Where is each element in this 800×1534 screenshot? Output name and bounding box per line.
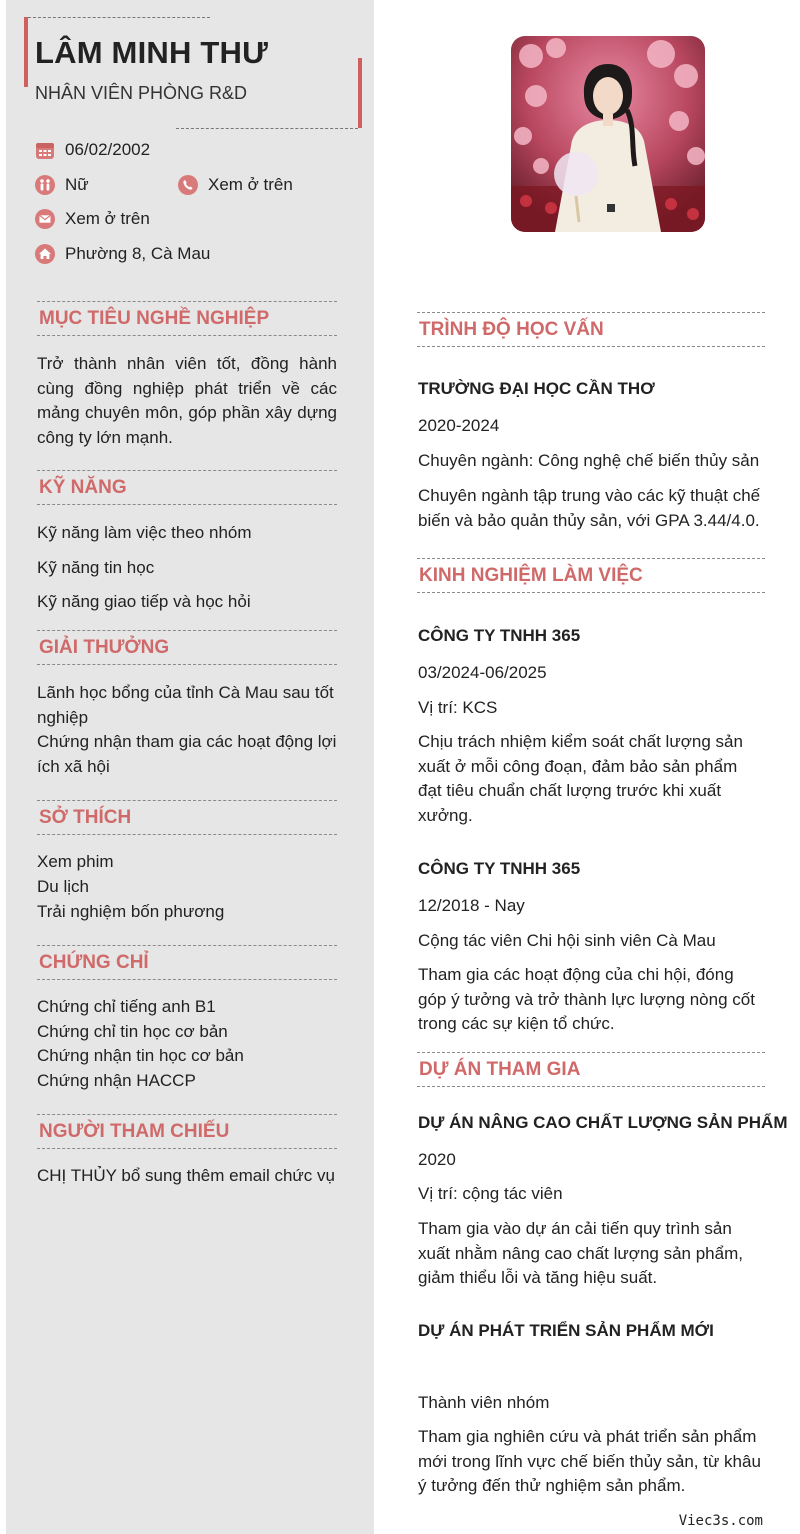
email-row: [35, 209, 150, 229]
education-period: 2020-2024: [418, 416, 500, 435]
project-year: 2020: [418, 1150, 456, 1169]
calendar-icon: [35, 140, 55, 160]
company-name: CÔNG TY TNHH 365: [418, 859, 581, 878]
awards-heading: GIẢI THƯỞNG: [37, 630, 337, 665]
job-period: 12/2018 - Nay: [418, 896, 525, 915]
education-description: Chuyên ngành tập trung vào các kỹ thuật chế biến và bảo quản thủy sản, với GPA 3.44/4.0.: [418, 486, 761, 530]
accent-bar: [24, 17, 28, 87]
address-value: Phường 8, Cà Mau: [65, 244, 211, 263]
candidate-name: LÂM MINH THƯ: [35, 35, 269, 70]
gender-icon: [35, 175, 55, 195]
email-icon: [35, 209, 55, 229]
education-heading: TRÌNH ĐỘ HỌC VẤN: [417, 312, 765, 347]
avatar: [511, 36, 705, 232]
list-item: Kỹ năng tin học: [37, 558, 155, 577]
divider: [28, 17, 210, 18]
project-role: Vị trí: cộng tác viên: [418, 1184, 563, 1203]
references-heading: NGƯỜI THAM CHIẾU: [37, 1114, 337, 1149]
list-item: Chứng nhận tin học cơ bản: [37, 1046, 244, 1065]
project-description: Tham gia nghiên cứu và phát triển sản phẩm mới trong lĩnh vực chế biến thủy sản, từ khâu ý tưởng đến thử nghiệm sản phẩm.: [418, 1427, 761, 1495]
hobbies-heading: SỞ THÍCH: [37, 800, 337, 835]
name-block: [24, 17, 362, 129]
list-item: Chứng chỉ tiếng anh B1: [37, 997, 216, 1016]
job-description: Tham gia các hoạt động của chi hội, đóng góp ý tưởng và trở thành lực lượng nòng cốt trong các sự kiện tổ chức.: [418, 965, 755, 1033]
job-period: 03/2024-06/2025: [418, 663, 547, 682]
job-position: Vị trí: KCS: [418, 698, 498, 717]
phone-value: Xem ở trên: [208, 175, 293, 194]
experience-heading: KINH NGHIỆM LÀM VIỆC: [417, 558, 765, 593]
watermark: Viec3s.com: [678, 1513, 763, 1529]
address-row: [35, 244, 210, 264]
project-role: Thành viên nhóm: [418, 1393, 550, 1412]
phone-row: [178, 175, 293, 195]
list-item: Chứng nhận tham gia các hoạt động lợi ích xã hội: [37, 732, 337, 776]
project-name: DỰ ÁN PHÁT TRIỂN SẢN PHẨM MỚI: [418, 1321, 714, 1340]
objective-text: Trở thành nhân viên tốt, đồng hành cùng đồng nghiệp phát triển về các mảng chuyên môn, góp phần xây dựng công ty lớn mạnh.: [37, 354, 337, 447]
gender-value: Nữ: [65, 175, 89, 194]
certificates-heading: CHỨNG CHỈ: [37, 945, 337, 980]
education-major: Chuyên ngành: Công nghệ chế biến thủy sản: [418, 451, 760, 470]
list-item: Chứng chỉ tin học cơ bản: [37, 1022, 228, 1041]
accent-bar: [358, 58, 362, 128]
skills-heading: KỸ NĂNG: [37, 470, 337, 505]
gender-row: [35, 175, 89, 195]
list-item: Kỹ năng làm việc theo nhóm: [37, 523, 252, 542]
phone-icon: [178, 175, 198, 195]
projects-heading: DỰ ÁN THAM GIA: [417, 1052, 765, 1087]
list-item: Lãnh học bổng của tỉnh Cà Mau sau tốt nghiệp: [37, 683, 334, 727]
company-name: CÔNG TY TNHH 365: [418, 626, 581, 645]
list-item: Trải nghiệm bốn phương: [37, 902, 225, 921]
list-item: Du lịch: [37, 877, 89, 896]
home-icon: [35, 244, 55, 264]
job-position: Cộng tác viên Chi hội sinh viên Cà Mau: [418, 931, 716, 950]
job-description: Chịu trách nhiệm kiểm soát chất lượng sản xuất ở mỗi công đoạn, đảm bảo sản phẩm đạt tiêu chuẩn chất lượng trước khi xuất xưởng.: [418, 732, 743, 825]
email-value: Xem ở trên: [65, 209, 150, 228]
objective-heading: MỤC TIÊU NGHỀ NGHIỆP: [37, 301, 337, 336]
job-title: NHÂN VIÊN PHÒNG R&D: [35, 83, 248, 103]
birthday-value: 06/02/2002: [65, 140, 151, 159]
divider: [176, 128, 358, 129]
project-description: Tham gia vào dự án cải tiến quy trình sản xuất nhằm nâng cao chất lượng sản phẩm, giảm thiểu lỗi và tăng hiệu suất.: [418, 1219, 743, 1287]
birthday-row: [35, 140, 150, 160]
list-item: Kỹ năng giao tiếp và học hỏi: [37, 592, 251, 611]
school-name: TRƯỜNG ĐẠI HỌC CẦN THƠ: [418, 379, 655, 398]
list-item: Chứng nhận HACCP: [37, 1071, 196, 1090]
list-item: Xem phim: [37, 852, 114, 871]
references-text: CHỊ THỦY bổ sung thêm email chức vụ: [37, 1166, 335, 1185]
project-name: DỰ ÁN NÂNG CAO CHẤT LƯỢNG SẢN PHẨM: [418, 1113, 788, 1132]
